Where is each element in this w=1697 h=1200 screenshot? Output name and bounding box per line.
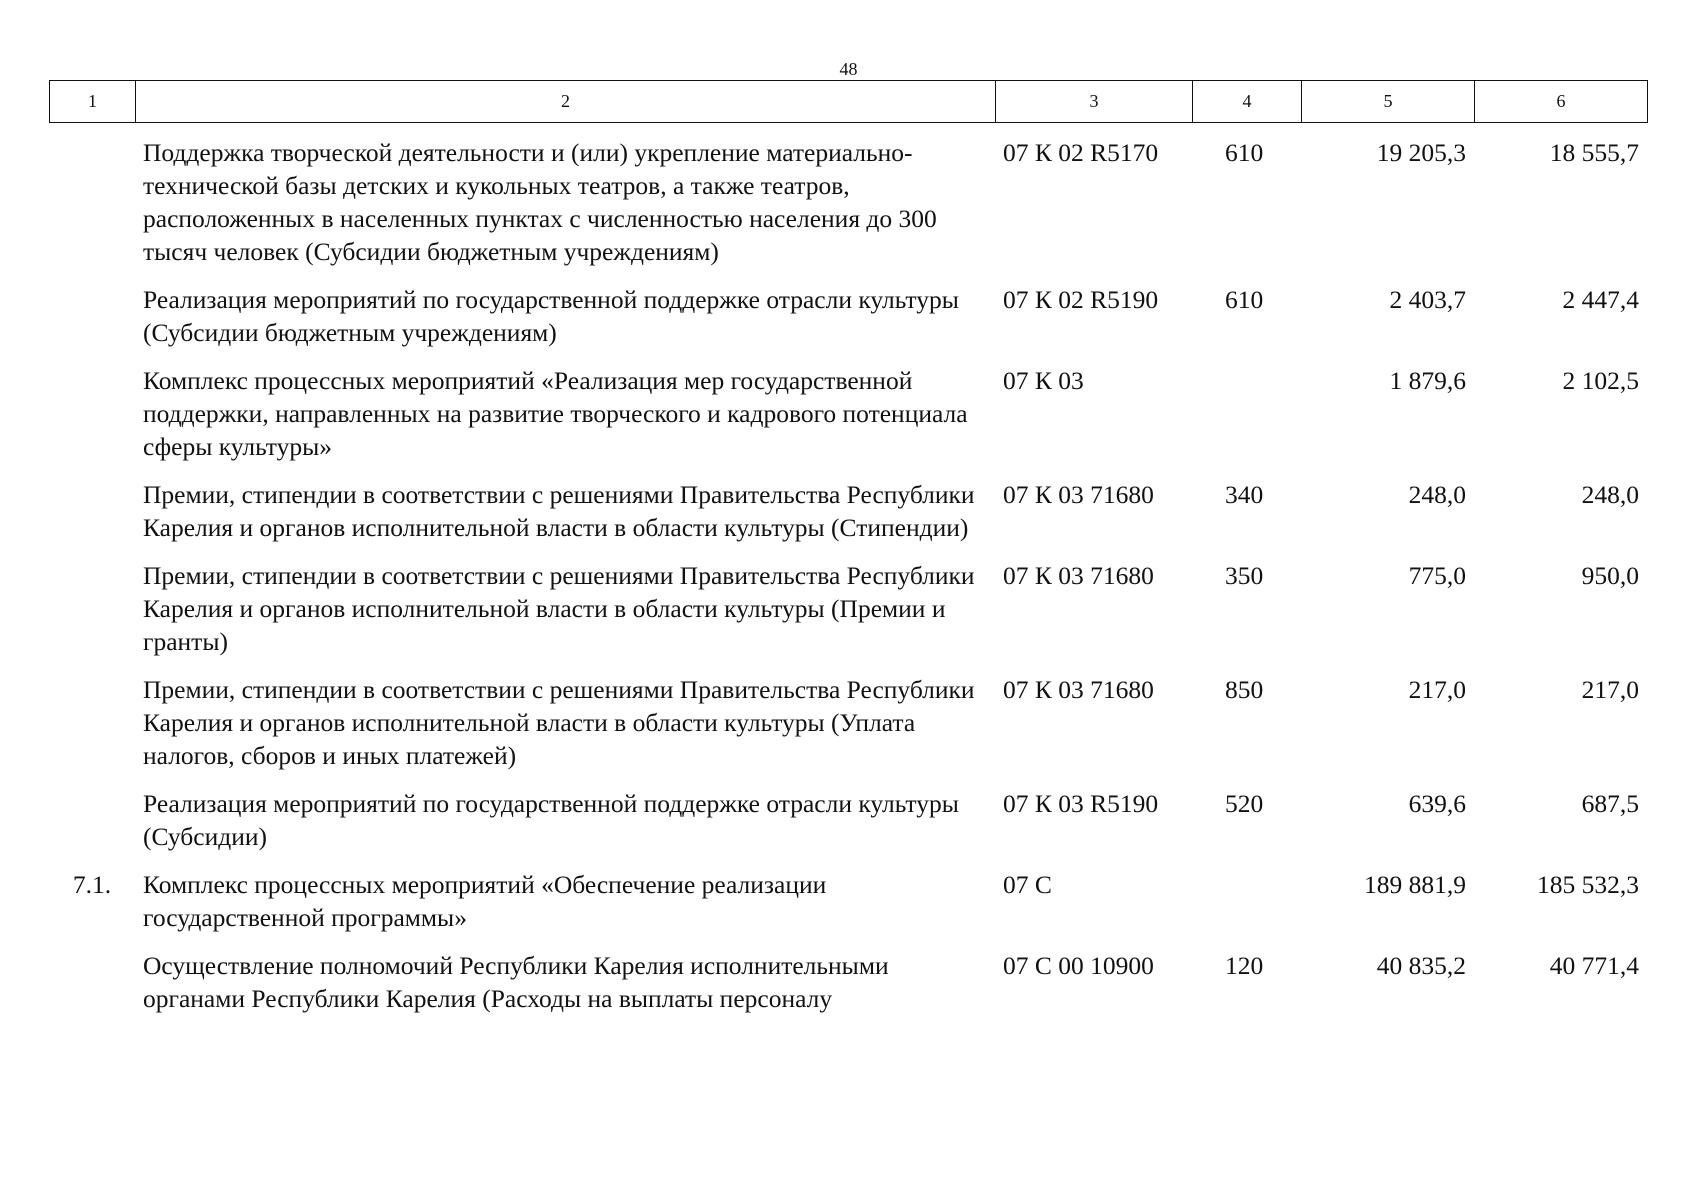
- row-type: [1192, 856, 1301, 937]
- table-row: [49, 466, 1647, 547]
- row-value-6: 950,0: [1581, 561, 1639, 590]
- column-number-3: 3: [996, 81, 1193, 123]
- row-number: [49, 775, 135, 856]
- table-row: [49, 661, 1647, 775]
- row-name: Осуществление полномочий Республики Карелия исполнительными органами Республики Карелия (Расходы на выплаты персоналу: [143, 951, 889, 1013]
- table-row: [49, 856, 1647, 937]
- row-type: 120: [1225, 951, 1264, 980]
- table-row: [49, 352, 1647, 466]
- row-type: 610: [1225, 285, 1264, 314]
- column-number-2: 2: [136, 81, 996, 123]
- row-value-5: 248,0: [1408, 480, 1466, 509]
- row-type: 340: [1225, 480, 1264, 509]
- row-code: 07 К 03 71680: [1003, 675, 1154, 704]
- row-type: [1192, 352, 1301, 466]
- row-value-5: 19 205,3: [1376, 138, 1466, 167]
- row-name: Премии, стипендии в соответствии с решениями Правительства Республики Карелия и органов исполнительной власти в области культуры (Уплата налогов, сборов и иных платежей): [143, 675, 975, 770]
- row-number: 7.1.: [72, 870, 112, 899]
- row-type: 850: [1225, 675, 1264, 704]
- row-value-6: 217,0: [1581, 675, 1639, 704]
- row-value-5: 189 881,9: [1364, 870, 1466, 899]
- table-row: [49, 775, 1647, 856]
- row-name: Поддержка творческой деятельности и (или) укрепление материально-технической базы детских и кукольных театров, а также театров, расположенных в населенных пунктах с численностью населения до 300 тысяч человек (Субсидии бюджетным учреждениям): [143, 138, 937, 266]
- row-value-6: 18 555,7: [1549, 138, 1639, 167]
- row-value-5: 1 879,6: [1389, 366, 1466, 395]
- row-value-6: 2 102,5: [1562, 366, 1639, 395]
- row-value-6: 2 447,4: [1562, 285, 1639, 314]
- row-type: 350: [1225, 561, 1264, 590]
- row-name: Реализация мероприятий по государственной поддержке отрасли культуры (Субсидии): [143, 789, 959, 851]
- row-number: [49, 547, 135, 661]
- row-value-6: 248,0: [1581, 480, 1639, 509]
- column-number-4: 4: [1193, 81, 1302, 123]
- row-value-6: 185 532,3: [1537, 870, 1639, 899]
- row-code: 07 С: [1003, 870, 1052, 899]
- row-type: 520: [1225, 789, 1264, 818]
- table-row: [49, 937, 1647, 1018]
- row-name: Комплекс процессных мероприятий «Обеспечение реализации государственной программы»: [143, 870, 827, 932]
- column-number-5: 5: [1302, 81, 1475, 123]
- row-value-5: 2 403,7: [1389, 285, 1466, 314]
- column-header-table: [49, 80, 1648, 123]
- row-number: [49, 124, 135, 271]
- row-name: Премии, стипендии в соответствии с решениями Правительства Республики Карелия и органов исполнительной власти в области культуры (Стипендии): [143, 480, 975, 542]
- row-value-6: 687,5: [1581, 789, 1639, 818]
- row-number: [49, 352, 135, 466]
- row-code: 07 К 02 R5170: [1003, 138, 1159, 167]
- page-number: 48: [839, 59, 858, 79]
- row-value-5: 217,0: [1408, 675, 1466, 704]
- column-number-row: [50, 81, 1648, 123]
- row-type: 610: [1225, 138, 1264, 167]
- row-name: Комплекс процессных мероприятий «Реализация мер государственной поддержки, направленных на развитие творческого и кадрового потенциала сферы культуры»: [143, 366, 968, 461]
- table-row: [49, 271, 1647, 352]
- row-name: Премии, стипендии в соответствии с решениями Правительства Республики Карелия и органов исполнительной власти в области культуры (Премии и гранты): [143, 561, 975, 656]
- row-code: 07 К 02 R5190: [1003, 285, 1159, 314]
- table-row: [49, 547, 1647, 661]
- row-code: 07 К 03 R5190: [1003, 789, 1159, 818]
- row-number: [49, 937, 135, 1018]
- row-number: [49, 466, 135, 547]
- row-name: Реализация мероприятий по государственной поддержке отрасли культуры (Субсидии бюджетным учреждениям): [143, 285, 959, 347]
- budget-table: [49, 124, 1647, 1018]
- row-value-5: 639,6: [1408, 789, 1466, 818]
- column-number-1: 1: [50, 81, 136, 123]
- row-code: 07 К 03: [1003, 366, 1084, 395]
- table-row: [49, 124, 1647, 271]
- row-value-5: 40 835,2: [1376, 951, 1466, 980]
- row-number: [49, 271, 135, 352]
- row-code: 07 К 03 71680: [1003, 480, 1154, 509]
- row-value-5: 775,0: [1408, 561, 1466, 590]
- column-number-6: 6: [1475, 81, 1648, 123]
- row-number: [49, 661, 135, 775]
- row-code: 07 К 03 71680: [1003, 561, 1154, 590]
- row-code: 07 С 00 10900: [1003, 951, 1154, 980]
- row-value-6: 40 771,4: [1549, 951, 1639, 980]
